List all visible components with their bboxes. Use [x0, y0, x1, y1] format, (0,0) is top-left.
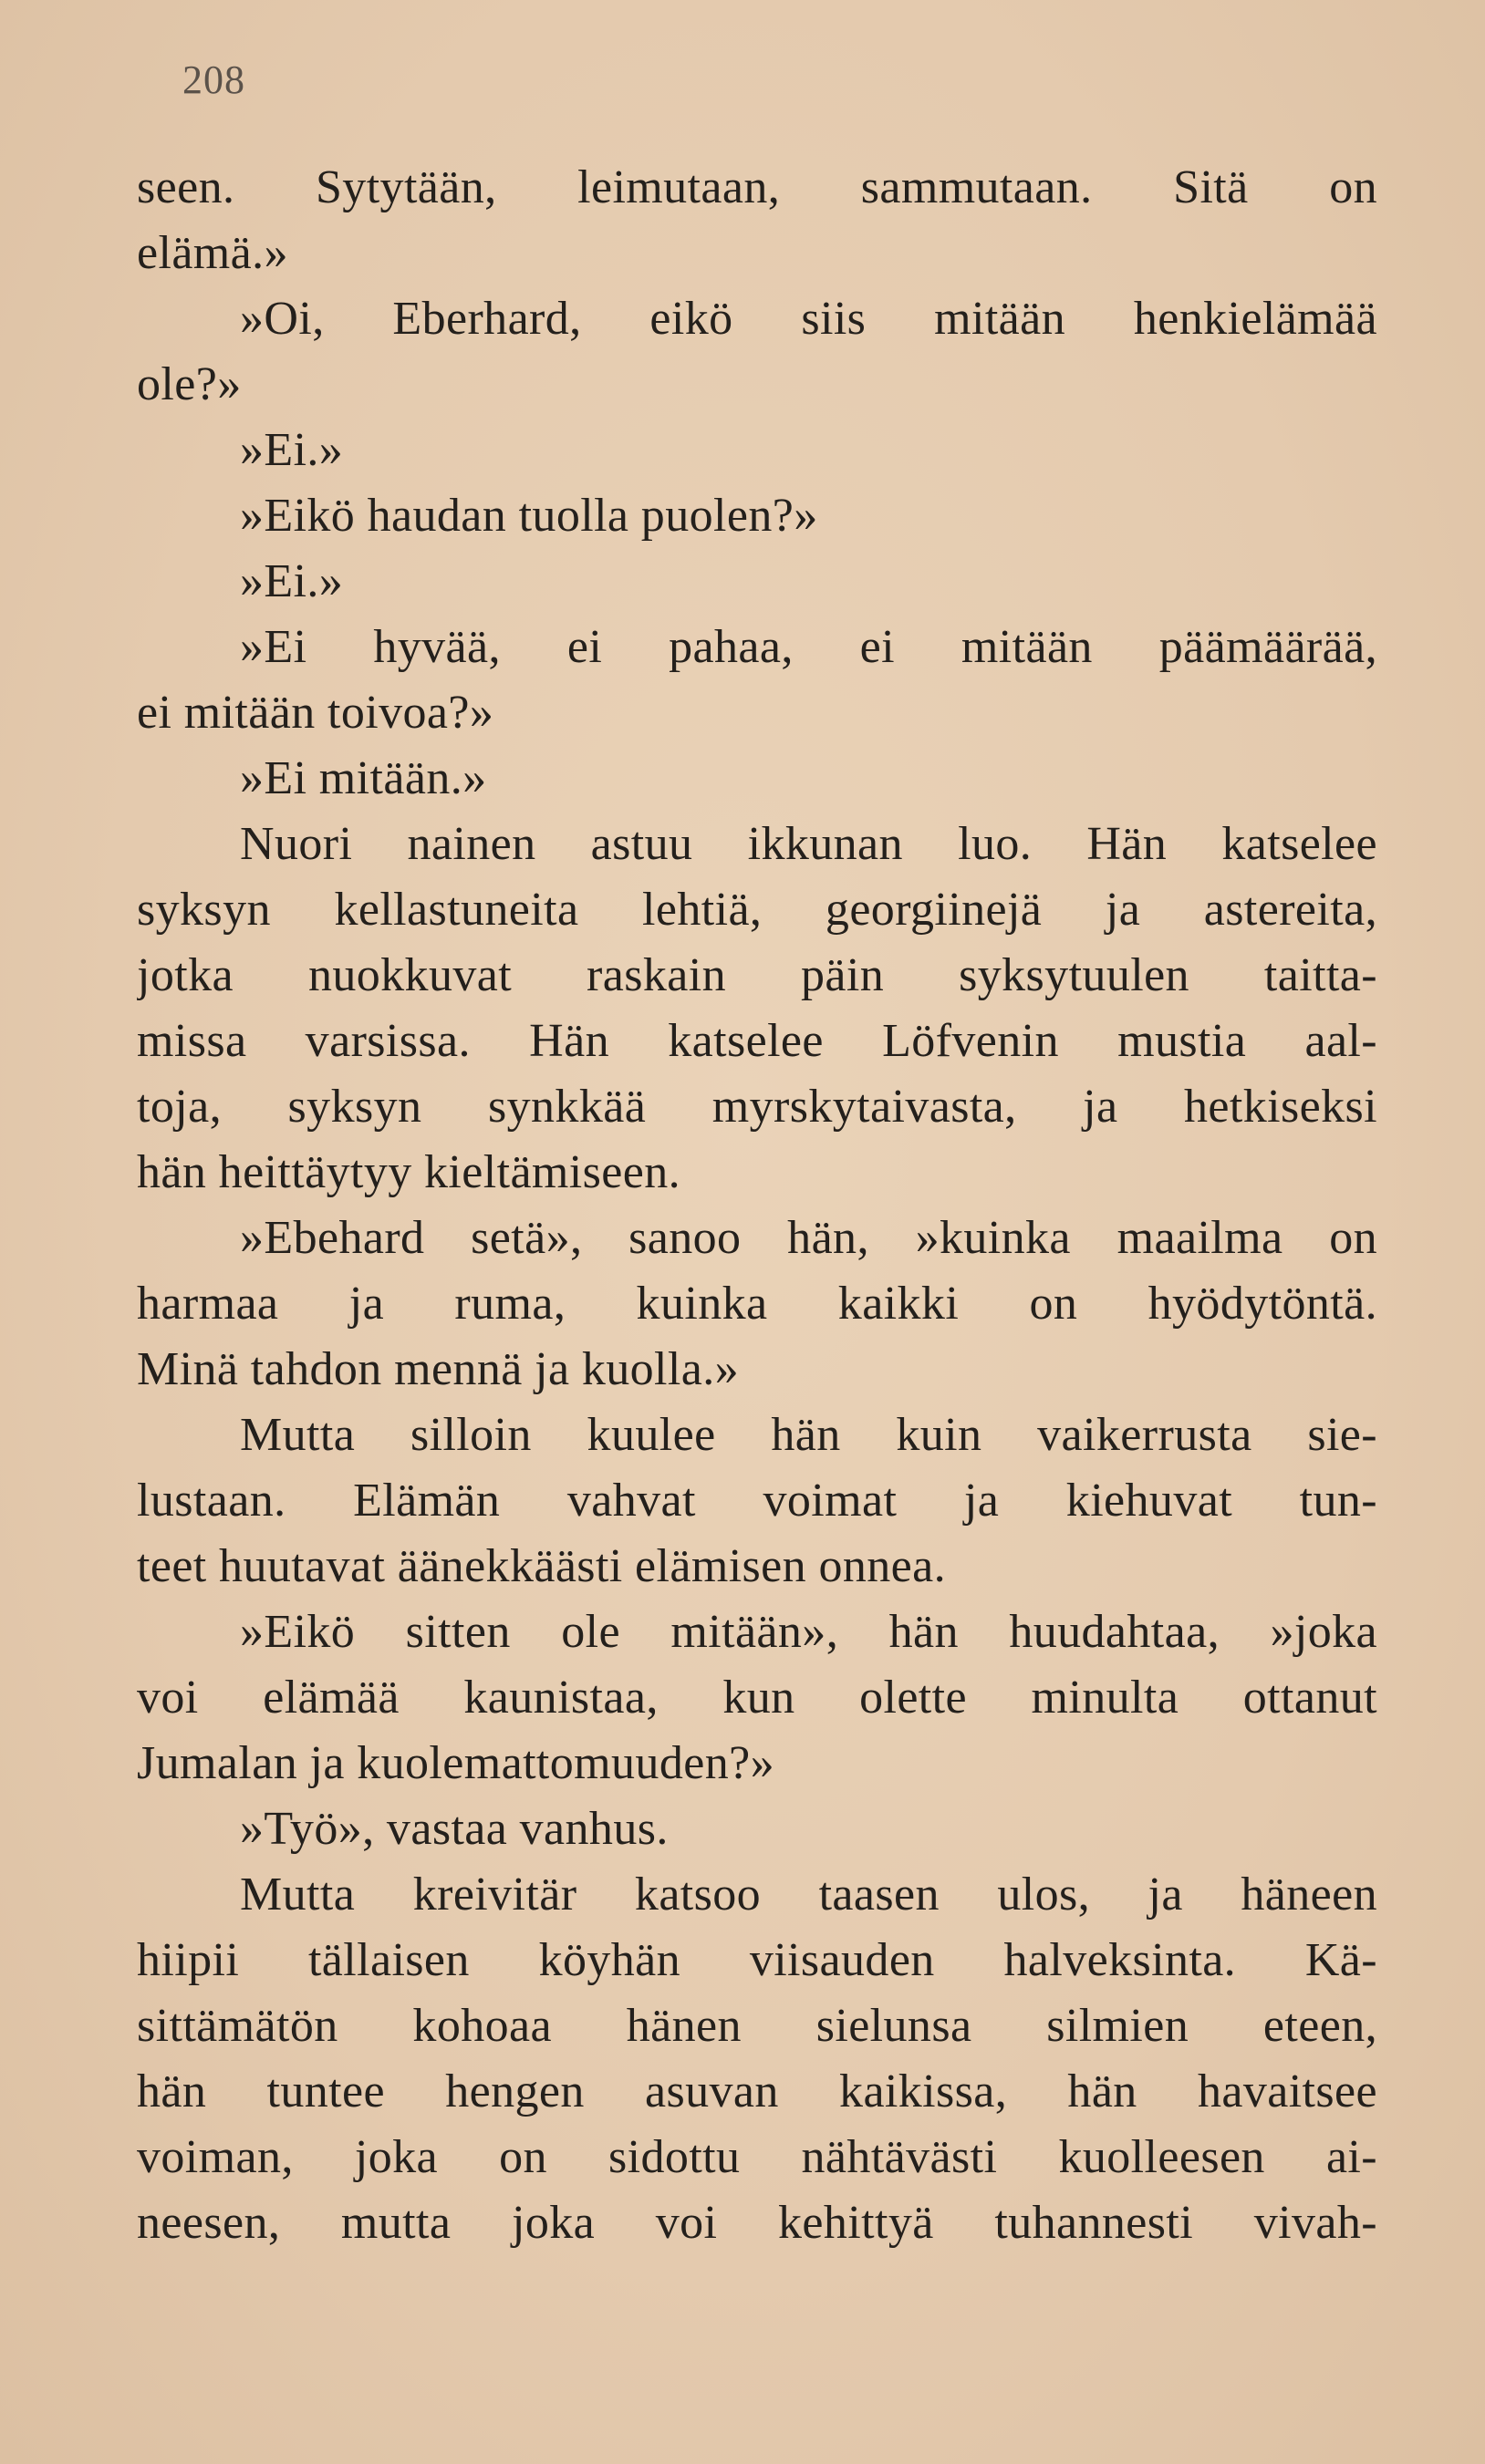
- text-line: jotka nuokkuvat raskain päin syksytuulen taitta-: [137, 949, 1377, 1001]
- text-line: hiipii tällaisen köyhän viisauden halveksinta. Kä-: [137, 1934, 1377, 1986]
- text-line: teet huutavat äänekkäästi elämisen onnea.: [137, 1540, 947, 1592]
- text-line: syksyn kellastuneita lehtiä, georgiinejä ja astereita,: [137, 884, 1377, 936]
- text-line: Nuori nainen astuu ikkunan luo. Hän katselee: [240, 818, 1377, 870]
- text-line: Mutta kreivitär katsoo taasen ulos, ja häneen: [240, 1869, 1377, 1920]
- text-line: neesen, mutta joka voi kehittyä tuhannesti vivah-: [137, 2197, 1377, 2249]
- page-number: 208: [182, 57, 245, 102]
- text-line: »Oi, Eberhard, eikö siis mitään henkielämää: [240, 293, 1377, 345]
- text-line: Jumalan ja kuolemattomuuden?»: [137, 1737, 774, 1789]
- text-line: hän heittäytyy kieltämiseen.: [137, 1146, 681, 1198]
- text-line: Minä tahdon mennä ja kuolla.»: [137, 1343, 740, 1395]
- text-line: »Ei.»: [240, 424, 344, 476]
- text-line: seen. Sytytään, leimutaan, sammutaan. Sitä on: [137, 161, 1377, 213]
- text-line: missa varsissa. Hän katselee Löfvenin mustia aal-: [137, 1015, 1377, 1067]
- text-line: Mutta silloin kuulee hän kuin vaikerrusta sie-: [240, 1409, 1377, 1461]
- text-line: »Eikö sitten ole mitään», hän huudahtaa, »joka: [240, 1606, 1377, 1658]
- text-line: ei mitään toivoa?»: [137, 687, 494, 739]
- text-line: »Ei hyvää, ei pahaa, ei mitään päämäärää,: [240, 621, 1377, 673]
- text-line: lustaan. Elämän vahvat voimat ja kiehuvat tun-: [137, 1475, 1377, 1527]
- text-line: »Työ», vastaa vanhus.: [240, 1803, 669, 1855]
- text-line: elämä.»: [137, 227, 288, 279]
- text-line: voi elämää kaunistaa, kun olette minulta ottanut: [137, 1672, 1377, 1724]
- text-line: »Ebehard setä», sanoo hän, »kuinka maailma on: [240, 1212, 1377, 1264]
- text-line: »Ei mitään.»: [240, 752, 487, 804]
- text-line: sittämätön kohoaa hänen sielunsa silmien eteen,: [137, 2000, 1377, 2052]
- body-text: [137, 155, 1377, 2256]
- text-line: »Eikö haudan tuolla puolen?»: [240, 490, 818, 542]
- text-line: »Ei.»: [240, 555, 344, 607]
- text-line: hän tuntee hengen asuvan kaikissa, hän havaitsee: [137, 2065, 1377, 2117]
- text-line: harmaa ja ruma, kuinka kaikki on hyödytöntä.: [137, 1278, 1377, 1330]
- text-line: voiman, joka on sidottu nähtävästi kuolleesen ai-: [137, 2131, 1377, 2183]
- text-line: toja, syksyn synkkää myrskytaivasta, ja hetkiseksi: [137, 1081, 1377, 1133]
- text-line: ole?»: [137, 358, 242, 410]
